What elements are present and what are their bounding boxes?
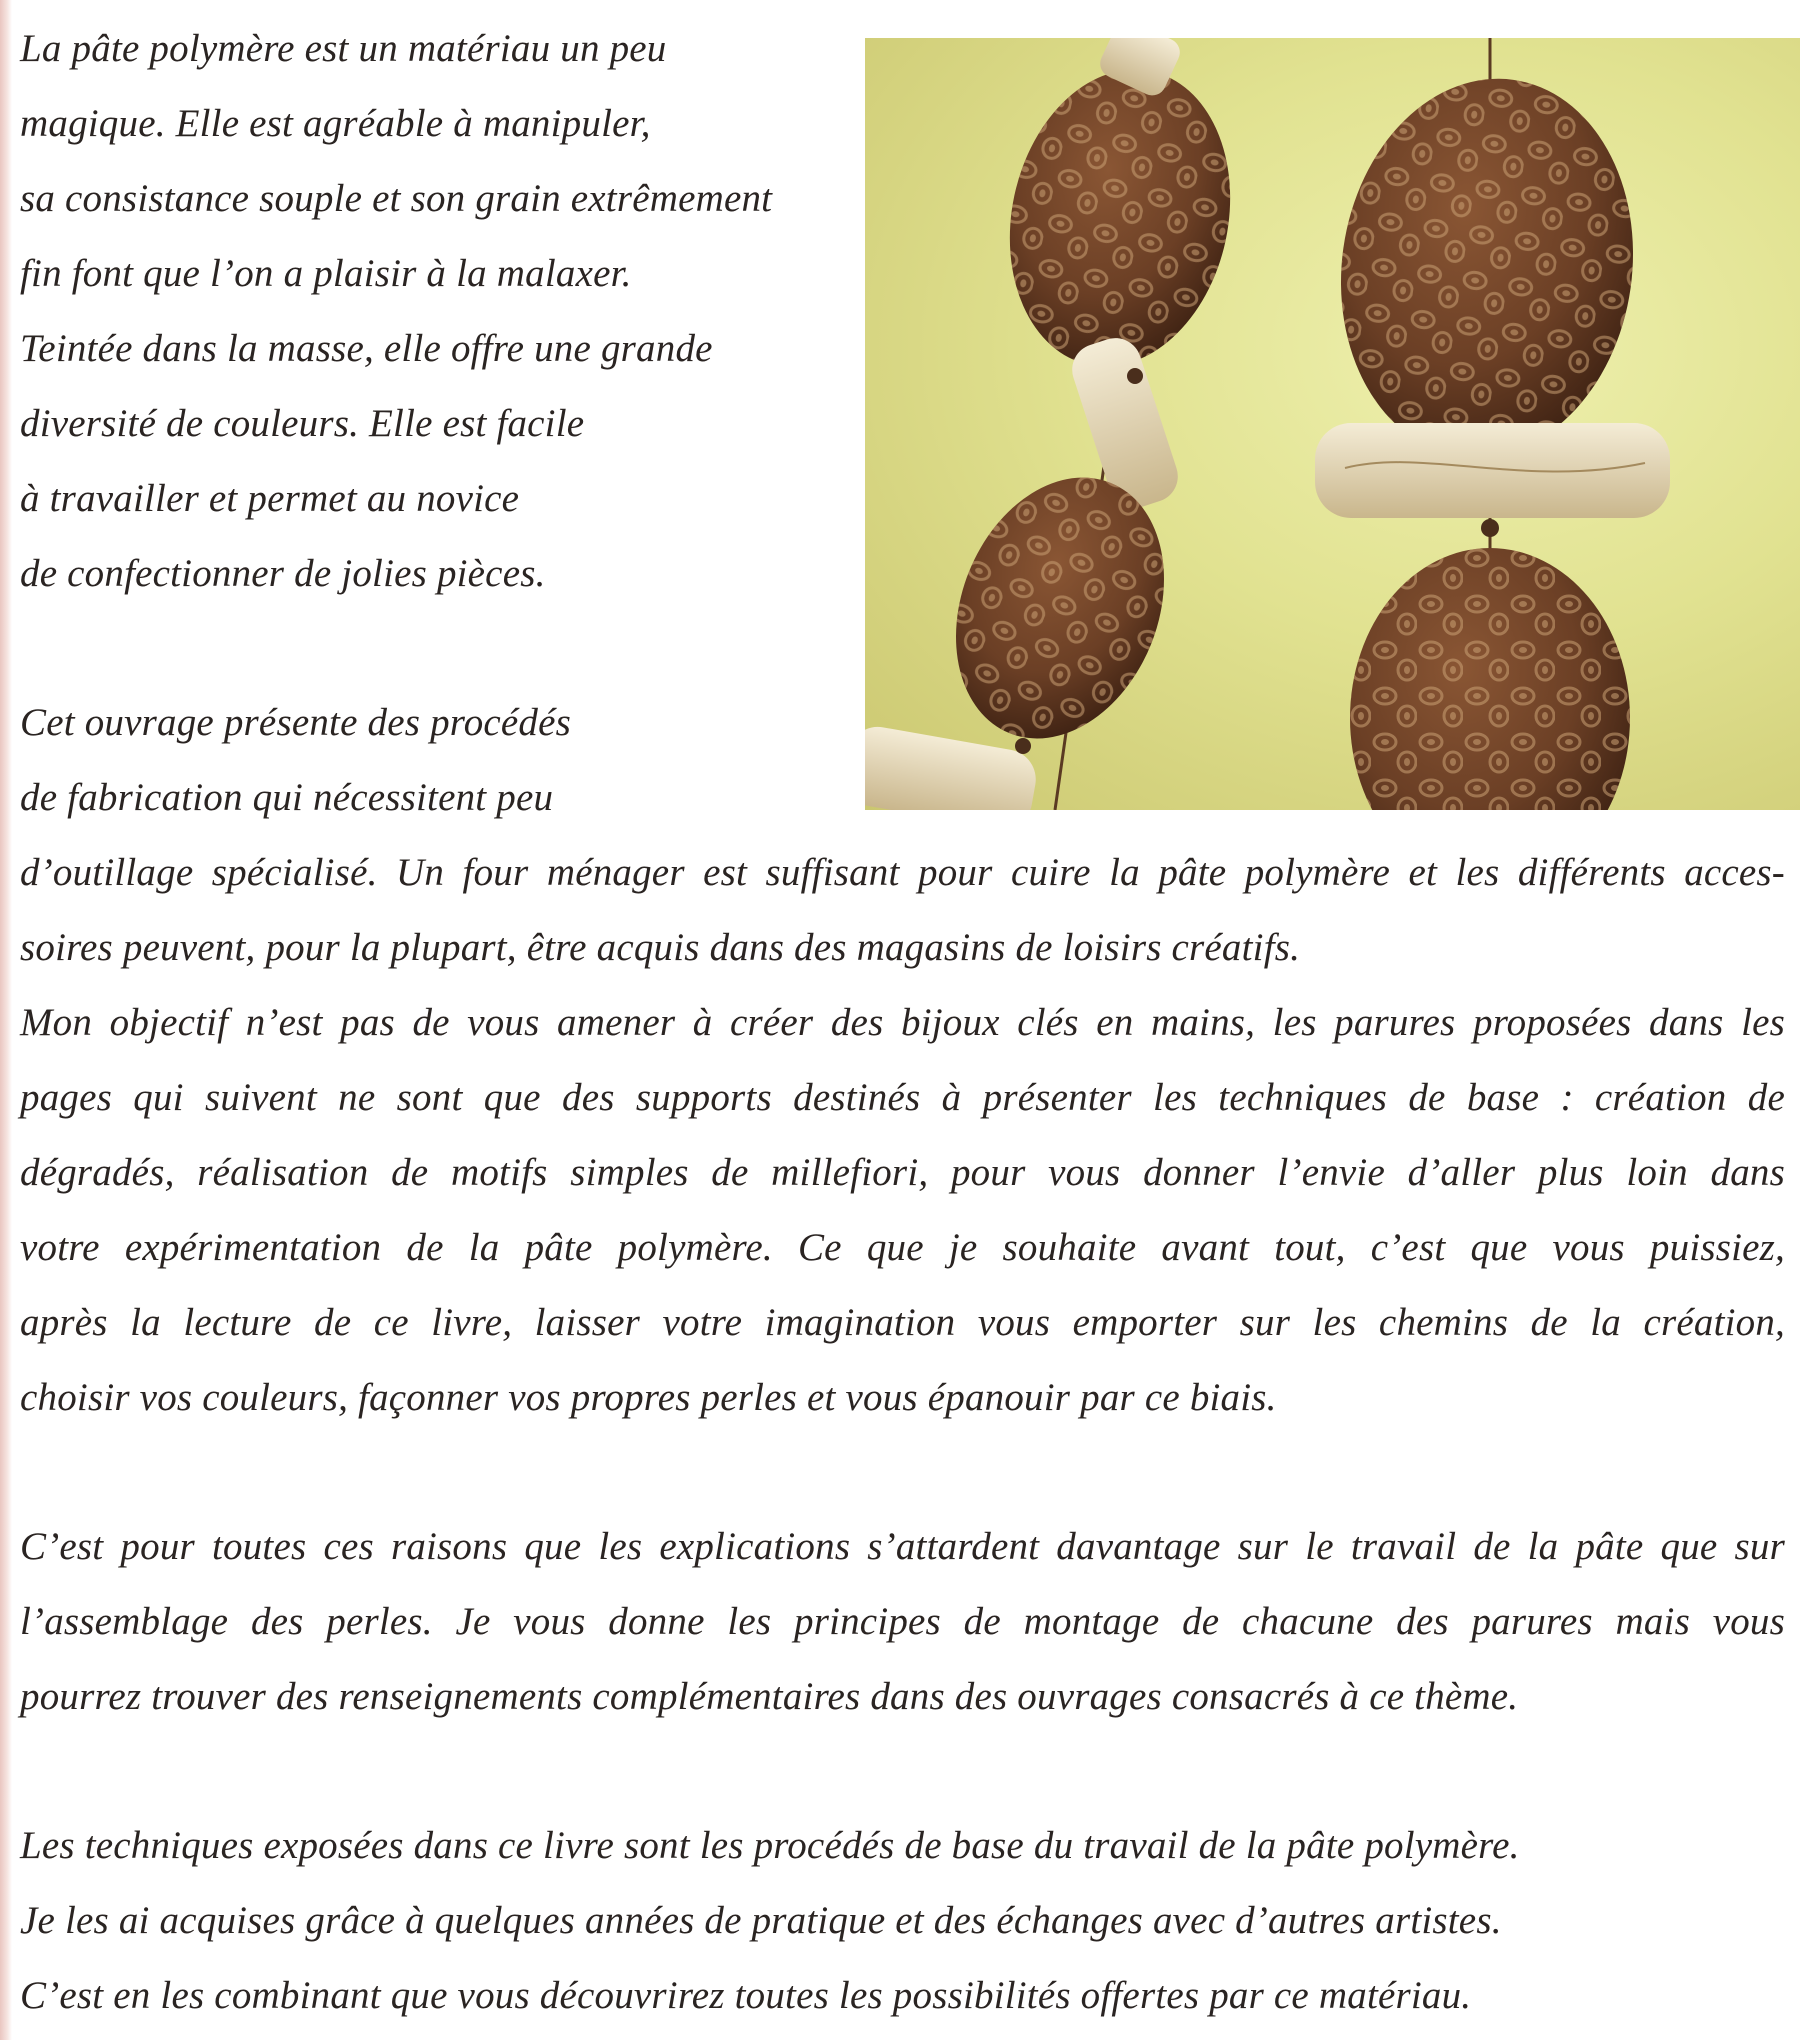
text-line: choisir vos couleurs, façonner vos propres perles et vous épanouir par ce biais. <box>20 1376 1277 1419</box>
text-line: votre expérimentation de la pâte polymère. Ce que je souhaite avant tout, c’est que vous puissiez, <box>20 1226 1785 1269</box>
text-line: à travailler et permet au novice <box>20 477 520 520</box>
text-line: soires peuvent, pour la plupart, être acquis dans des magasins de loisirs créatifs. <box>20 926 1301 969</box>
text-line: magique. Elle est agréable à manipuler, <box>20 102 651 145</box>
wood-bead <box>1315 423 1670 518</box>
page-edge-shadow <box>0 0 12 2040</box>
text-line: dégradés, réalisation de motifs simples de millefiori, pour vous donner l’envie d’aller plus loin dans <box>20 1151 1785 1194</box>
bead-necklace-photo <box>865 38 1800 810</box>
wood-bead <box>865 722 1041 810</box>
clay-bead <box>983 49 1257 387</box>
text-line: fin font que l’on a plaisir à la malaxer. <box>20 252 632 295</box>
text-line: C’est pour toutes ces raisons que les explications s’attardent davantage sur le travail de la pâte que sur <box>20 1525 1785 1568</box>
text-line: sa consistance souple et son grain extrêmement <box>20 177 773 220</box>
text-line: pourrez trouver des renseignements complémentaires dans des ouvrages consacrés à ce thème. <box>20 1675 1519 1718</box>
text-line: C’est en les combinant que vous découvrirez toutes les possibilités offertes par ce matériau. <box>20 1974 1472 2017</box>
clay-bead <box>1317 60 1657 477</box>
text-line: pages qui suivent ne sont que des supports destinés à présenter les techniques de base : création de <box>20 1076 1785 1119</box>
text-line: Teintée dans la masse, elle offre une grande <box>20 327 713 370</box>
text-line: La pâte polymère est un matériau un peu <box>20 27 667 70</box>
spacer-bead <box>1481 519 1499 537</box>
spacer-bead <box>1015 738 1031 754</box>
text-line: Cet ouvrage présente des procédés <box>20 701 572 744</box>
text-line: diversité de couleurs. Elle est facile <box>20 402 585 445</box>
text-line: de fabrication qui nécessitent peu <box>20 776 554 819</box>
text-line: après la lecture de ce livre, laisser votre imagination vous emporter sur les chemins de la création, <box>20 1301 1785 1344</box>
text-line: Je les ai acquises grâce à quelques années de pratique et des échanges avec d’autres artistes. <box>20 1899 1502 1942</box>
book-page <box>20 0 1790 2040</box>
text-line: de confectionner de jolies pièces. <box>20 552 546 595</box>
bead-necklace-illustration <box>865 38 1800 810</box>
text-line: Les techniques exposées dans ce livre sont les procédés de base du travail de la pâte polymère. <box>20 1824 1520 1867</box>
text-line: l’assemblage des perles. Je vous donne les principes de montage de chacune des parures mais vous <box>20 1600 1785 1643</box>
spacer-bead <box>1127 368 1143 384</box>
text-line: d’outillage spécialisé. Un four ménager est suffisant pour cuire la pâte polymère et les différents acces- <box>20 851 1785 894</box>
clay-bead <box>1350 548 1630 810</box>
text-line: Mon objectif n’est pas de vous amener à créer des bijoux clés en mains, les parures proposées dans les <box>20 1001 1785 1044</box>
